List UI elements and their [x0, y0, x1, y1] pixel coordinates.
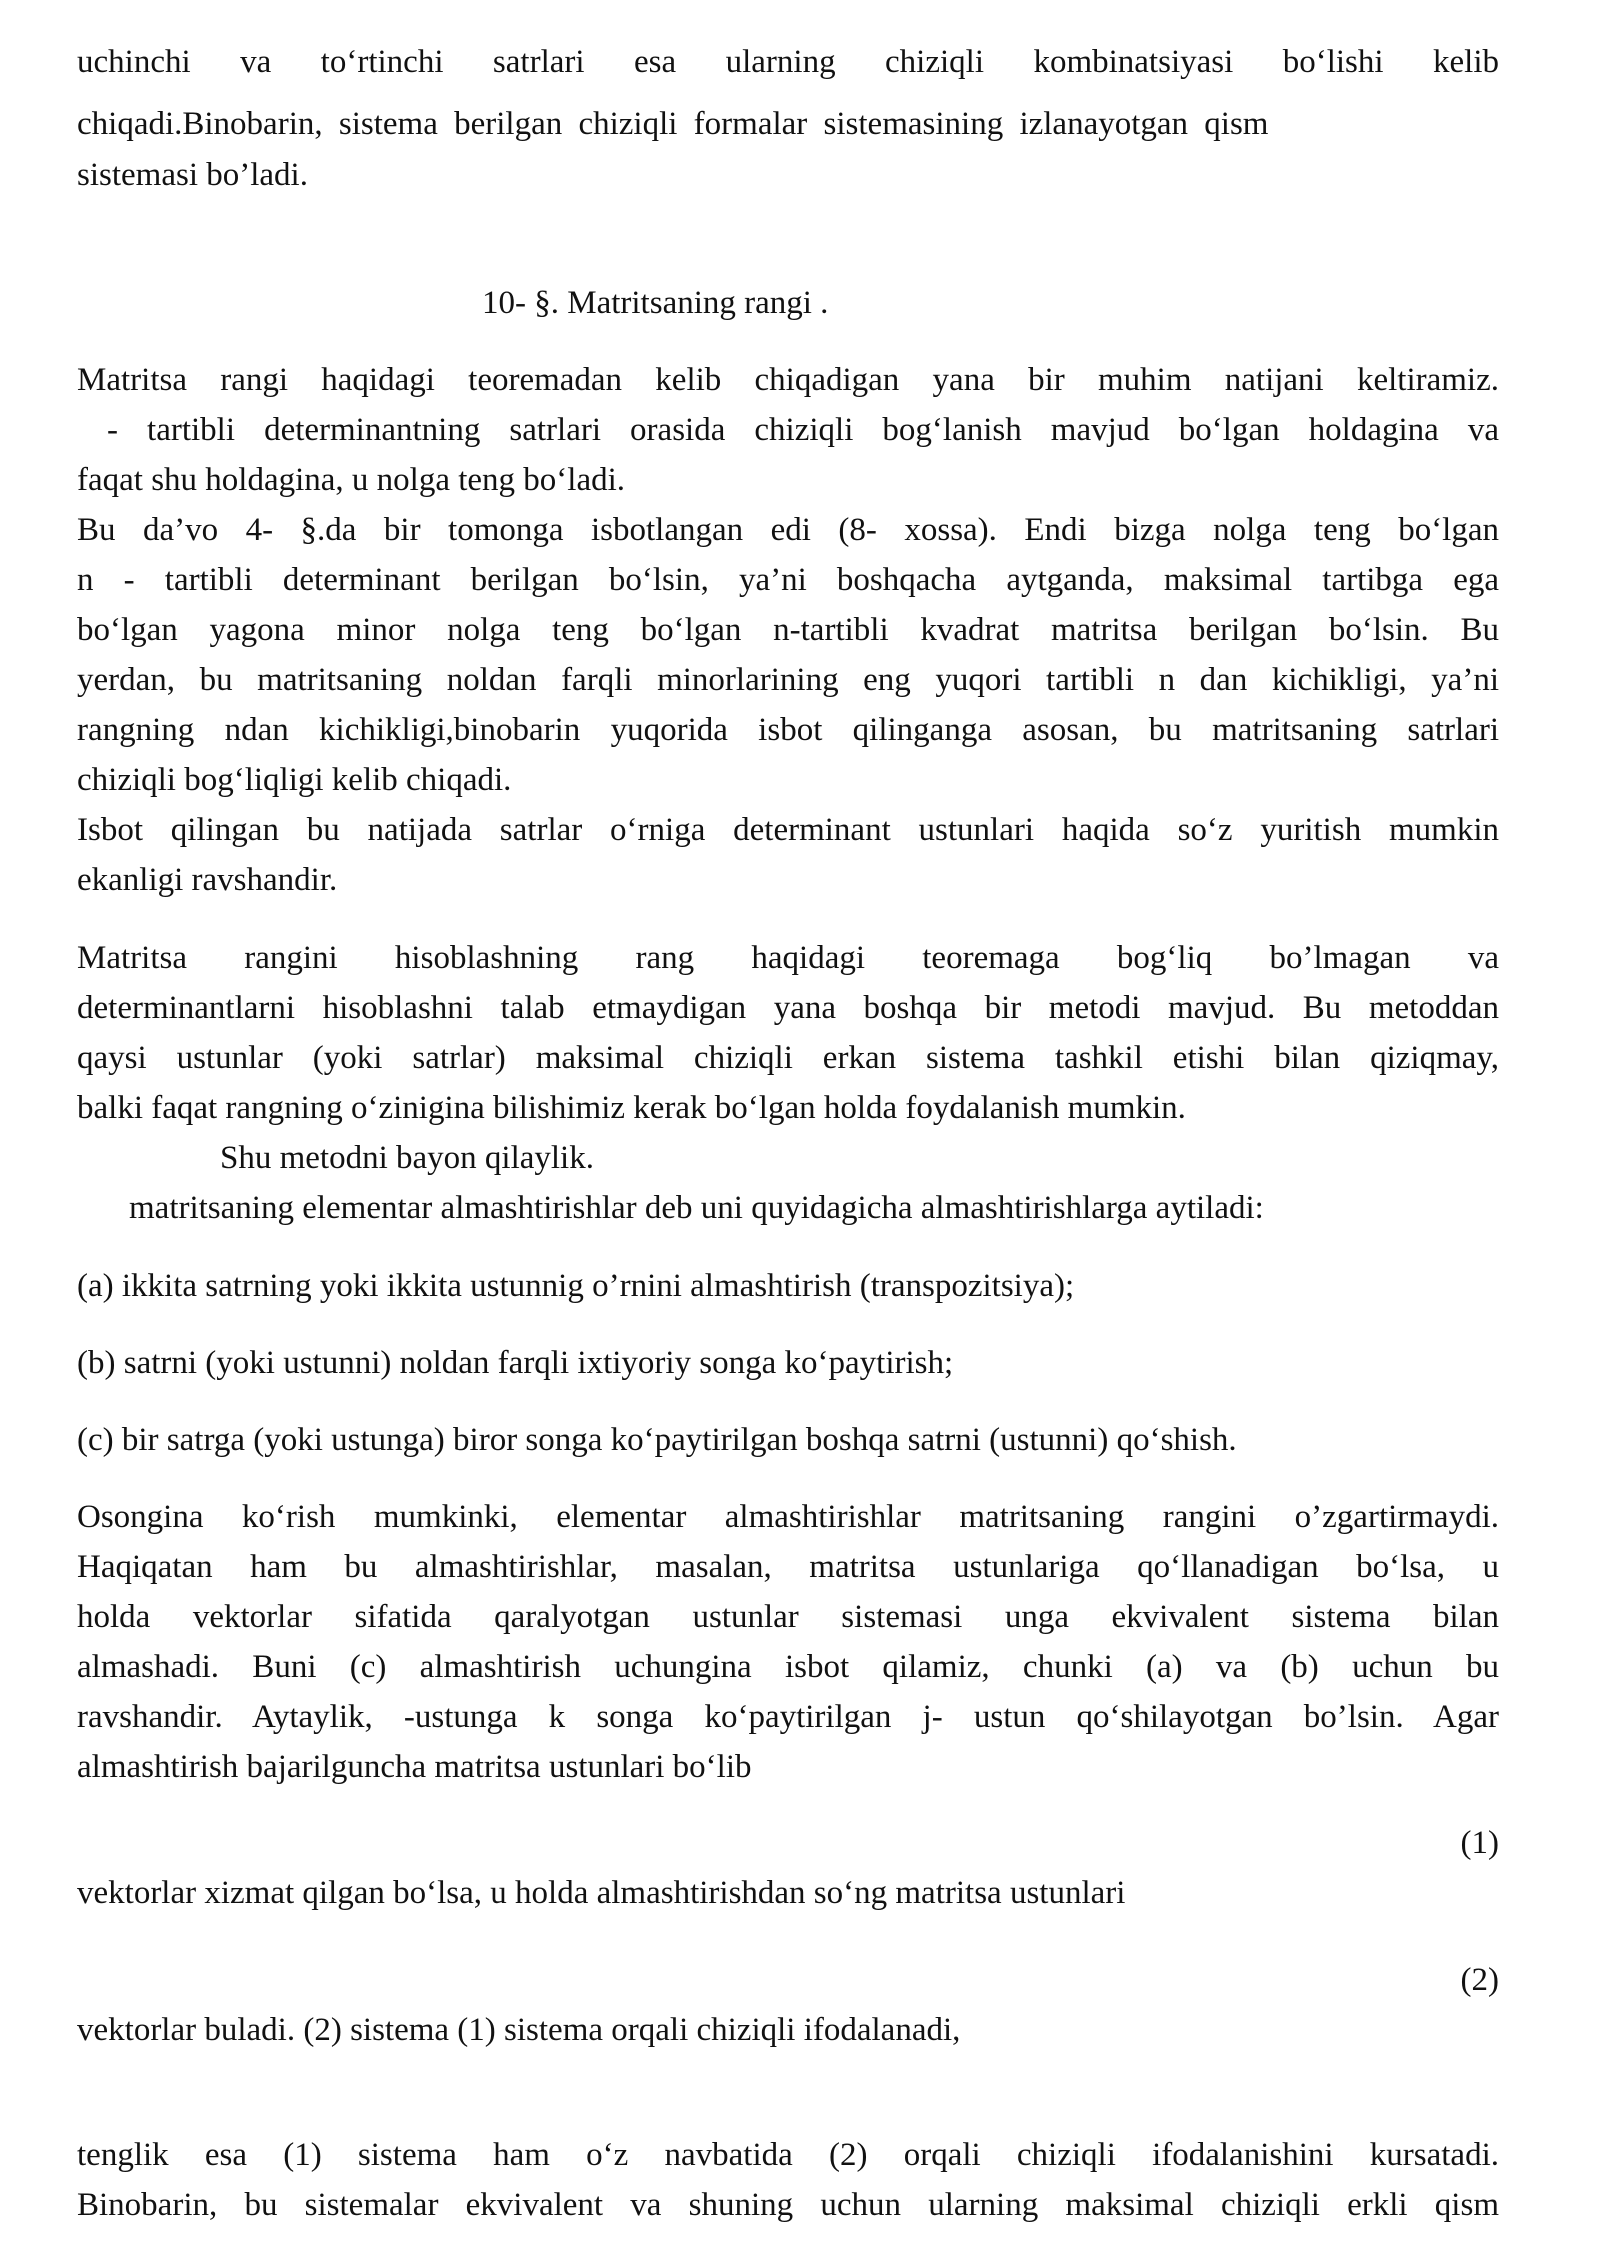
equation-number-1: (1) [1460, 1825, 1499, 1861]
text-line: vektorlar buladi. (2) sistema (1) sistema orqali chiziqli ifodalanadi, [77, 2012, 961, 2048]
text-line: Matritsa rangini hisoblashning rang haqidagi teoremaga bog‘liq bo’lmagan va [77, 940, 1499, 976]
list-item-a: (a) ikkita satrning yoki ikkita ustunnig o’rnini almashtirish (transpozitsiya); [77, 1268, 1075, 1304]
text-line: ekanligi ravshandir. [77, 862, 338, 898]
text-line: faqat shu holdagina, u nolga teng bo‘ladi. [77, 462, 626, 498]
text-line [77, 104, 1499, 144]
text-line: matritsaning elementar almashtirishlar deb uni quyidagicha almashtirishlarga aytiladi: [129, 1190, 1264, 1226]
text-line: Shu metodni bayon qilaylik. [220, 1140, 594, 1176]
text-line: Haqiqatan ham bu almashtirishlar, masalan, matritsa ustunlariga qo‘llanadigan bo‘lsa, u [77, 1549, 1499, 1585]
text-line: yerdan, bu matritsaning noldan farqli minorlarining eng yuqori tartibli n dan kichikligi, ya’ni [77, 662, 1499, 698]
text-line: sistemasi bo’ladi. [77, 157, 308, 193]
text-line: almashtirish bajarilguncha matritsa ustunlari bo‘lib [77, 1749, 752, 1785]
equation-number-2: (2) [1460, 1962, 1499, 1998]
section-heading: 10- §. Matritsaning rangi . [482, 285, 829, 321]
list-item-c: (c) bir satrga (yoki ustunga) biror songa ko‘paytirilgan boshqa satrni (ustunni) qo‘shish. [77, 1422, 1237, 1458]
text-line: rangning ndan kichikligi,binobarin yuqorida isbot qilinganga asosan, bu matritsaning satrlari [77, 712, 1499, 748]
text-line: Bu da’vo 4- §.da bir tomonga isbotlangan edi (8- xossa). Endi bizga nolga teng bo‘lgan [77, 512, 1499, 548]
text-line: - tartibli determinantning satrlari orasida chiziqli bog‘lanish mavjud bo‘lgan holdagina va [107, 412, 1499, 448]
text-line: chiziqli bog‘liqligi kelib chiqadi. [77, 762, 512, 798]
text-line: bo‘lgan yagona minor nolga teng bo‘lgan n-tartibli kvadrat matritsa berilgan bo‘lsin. Bu [77, 612, 1499, 648]
list-item-b: (b) satrni (yoki ustunni) noldan farqli ixtiyoriy songa ko‘paytirish; [77, 1345, 954, 1381]
text-line: n - tartibli determinant berilgan bo‘lsin, ya’ni boshqacha aytganda, maksimal tartibga ega [77, 562, 1499, 598]
text-line: balki faqat rangning o‘zinigina bilishimiz kerak bo‘lgan holda foydalanish mumkin. [77, 1090, 1186, 1126]
text-line: Binobarin, bu sistemalar ekvivalent va shuning uchun ularning maksimal chiziqli erkli qism [77, 2187, 1499, 2223]
text-fragment: chiqadi.Binobarin, sistema berilgan chiziqli formalar sistemasining izlanayotgan qism [77, 106, 1269, 142]
text-line: qaysi ustunlar (yoki satrlar) maksimal chiziqli erkan sistema tashkil etishi bilan qiziqmay, [77, 1040, 1499, 1076]
text-line: tenglik esa (1) sistema ham o‘z navbatida (2) orqali chiziqli ifodalanishini kursatadi. [77, 2137, 1499, 2173]
text-line: ravshandir. Aytaylik, -ustunga k songa ko‘paytirilgan j- ustun qo‘shilayotgan bo’lsin. Agar [77, 1699, 1499, 1735]
text-line: Isbot qilingan bu natijada satrlar o‘rniga determinant ustunlari haqida so‘z yuritish mumkin [77, 812, 1499, 848]
text-line: Osongina ko‘rish mumkinki, elementar almashtirishlar matritsaning rangini o’zgartirmaydi. [77, 1499, 1499, 1535]
text-line: almashadi. Buni (c) almashtirish uchungina isbot qilamiz, chunki (a) va (b) uchun bu [77, 1649, 1499, 1685]
text-line: determinantlarni hisoblashni talab etmaydigan yana boshqa bir metodi mavjud. Bu metoddan [77, 990, 1499, 1026]
text-line: vektorlar xizmat qilgan bo‘lsa, u holda almashtirishdan so‘ng matritsa ustunlari [77, 1875, 1126, 1911]
text-line: uchinchi va to‘rtinchi satrlari esa ularning chiziqli kombinatsiyasi bo‘lishi kelib [77, 44, 1499, 80]
text-line: Matritsa rangi haqidagi teoremadan kelib chiqadigan yana bir muhim natijani keltiramiz. [77, 362, 1499, 398]
text-line: holda vektorlar sifatida qaralyotgan ustunlar sistemasi unga ekvivalent sistema bilan [77, 1599, 1499, 1635]
